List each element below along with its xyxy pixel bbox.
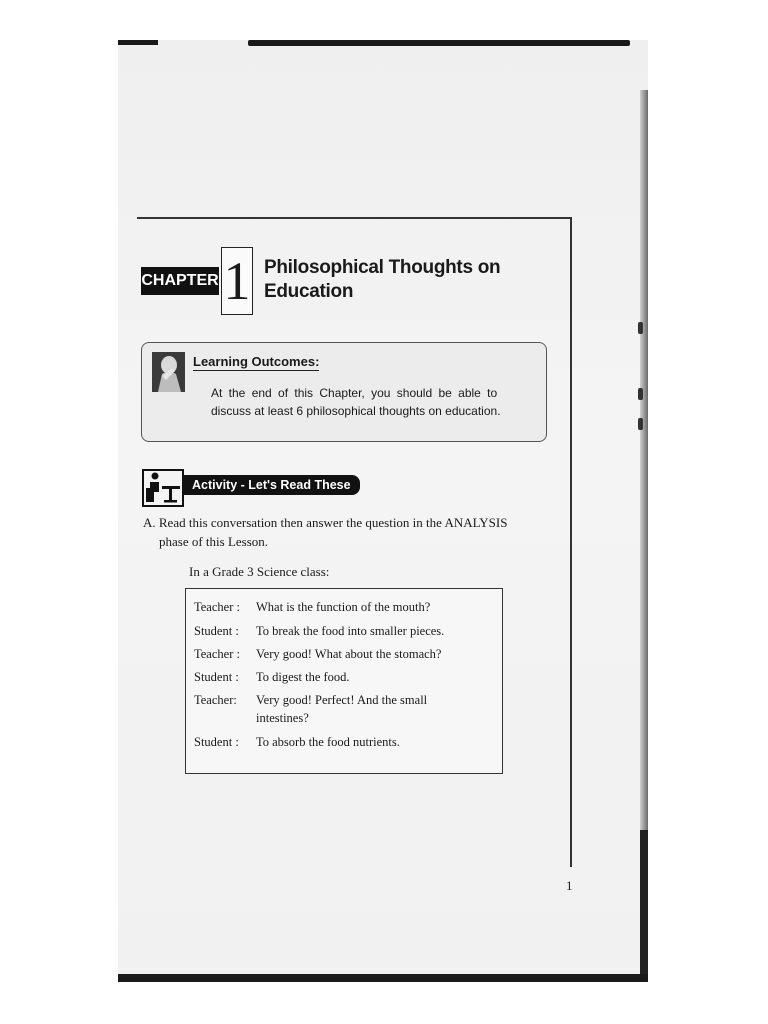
thinking-person-icon (152, 352, 185, 392)
learning-outcomes-line1: At the end of this Chapter, you should be able to (211, 386, 498, 400)
speaker-label: Student : (194, 670, 239, 684)
page-frame-top-rule (137, 217, 572, 219)
chapter-title-line1: Philosophical Thoughts on (264, 257, 501, 278)
learning-outcomes-line2: discuss at least 6 philosophical thoughts on education. (211, 404, 501, 418)
speech-text: To break the food into smaller pieces. (256, 624, 445, 638)
chapter-number: 1 (221, 247, 253, 315)
speech-text: Very good! What about the stomach? (256, 647, 442, 661)
scanned-page (118, 40, 648, 982)
page-edge-bottom (118, 974, 648, 982)
page-frame-right-rule (570, 217, 572, 867)
page-number: 1 (566, 878, 573, 893)
chapter-label: CHAPTER (141, 267, 219, 295)
binding-mark (638, 418, 643, 430)
instruction-line2: phase of this Lesson. (159, 534, 269, 549)
learning-outcomes-text (211, 384, 531, 420)
speaker-label: Student : (194, 735, 239, 749)
page-edge-right-dark (640, 830, 648, 975)
speaker-label: Teacher: (194, 693, 237, 707)
binding-mark (638, 322, 643, 334)
speech-text-continued: intestines? (256, 711, 309, 725)
speech-text: To absorb the food nutrients. (256, 735, 400, 749)
chapter-title (264, 256, 524, 304)
conversation-line (194, 693, 428, 725)
instruction-a (143, 513, 563, 551)
speaker-label: Student : (194, 624, 239, 638)
conversation-line (194, 735, 400, 750)
speech-text: Very good! Perfect! And the small (256, 693, 428, 707)
conversation-line (194, 624, 445, 639)
conversation-line (194, 647, 442, 662)
conversation-line (194, 670, 350, 685)
activity-banner: Activity - Let's Read These (184, 475, 360, 495)
binding-mark (638, 388, 643, 400)
speech-text: To digest the food. (256, 670, 350, 684)
speaker-label: Teacher : (194, 600, 240, 614)
conversation-line (194, 600, 431, 615)
conversation-intro: In a Grade 3 Science class: (189, 564, 330, 579)
speech-text: What is the function of the mouth? (256, 600, 431, 614)
speaker-label: Teacher : (194, 647, 240, 661)
page-edge-top (248, 40, 630, 46)
chapter-title-line2: Education (264, 281, 354, 302)
page-edge-top-left (118, 40, 158, 45)
instruction-line1: A. Read this conversation then answer the question in the ANALYSIS (143, 515, 508, 530)
learning-outcomes-heading: Learning Outcomes: (193, 354, 320, 369)
reading-desk-icon (142, 468, 184, 508)
